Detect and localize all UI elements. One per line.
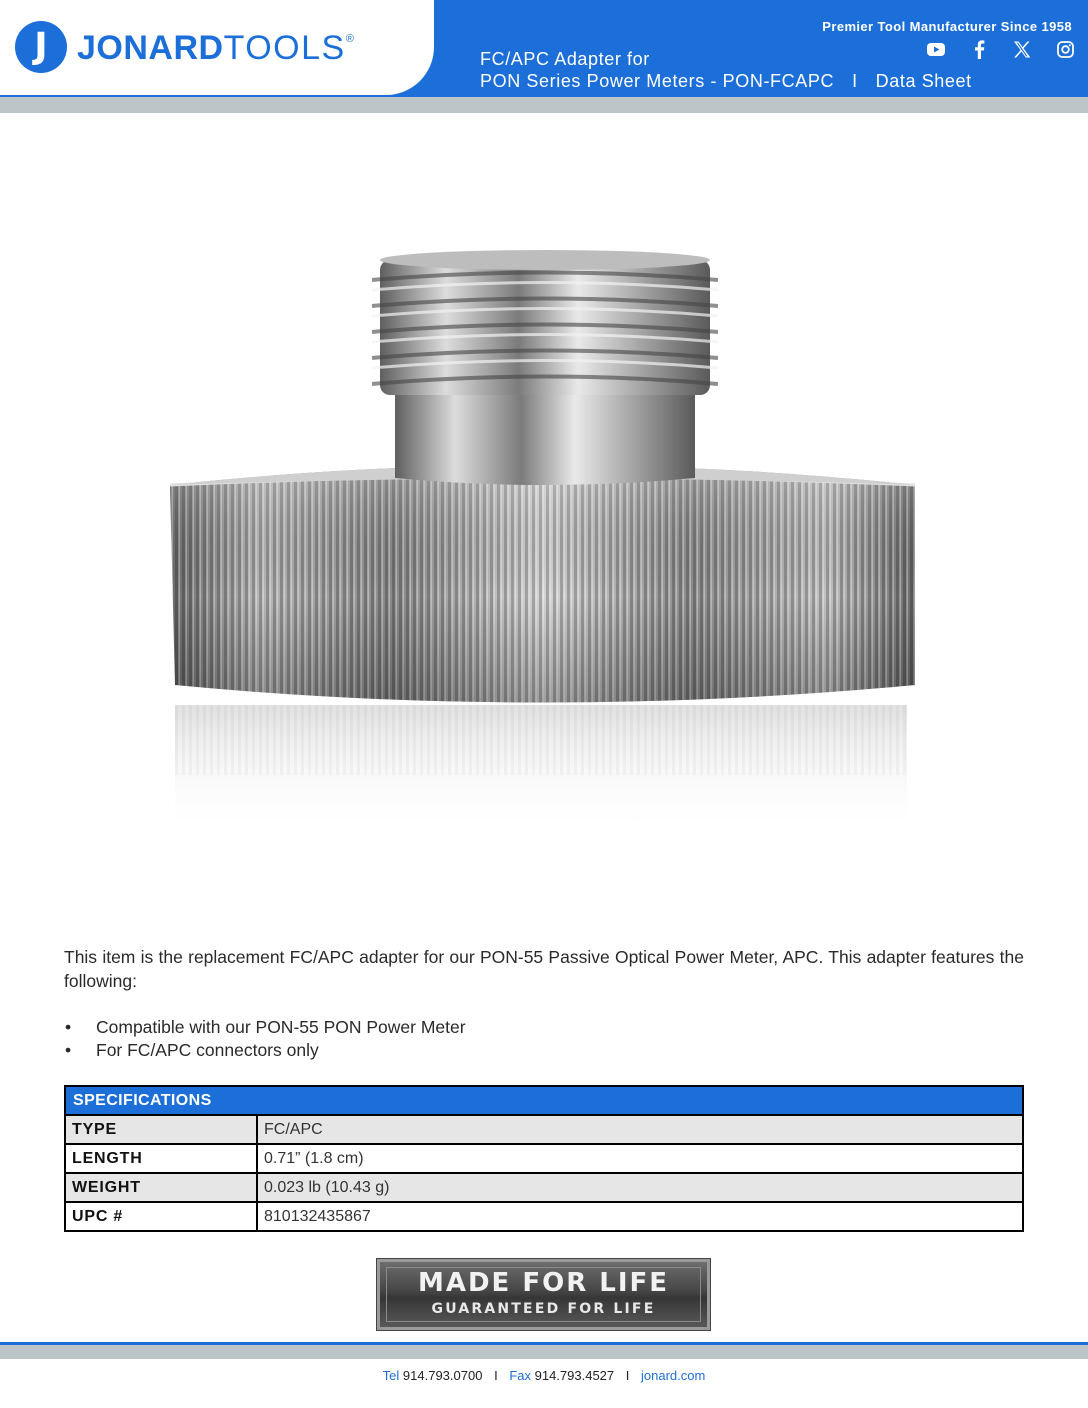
contact-info bbox=[0, 1368, 1088, 1383]
specifications-table bbox=[64, 1085, 1024, 1232]
badge-line1: MADE FOR LIFE bbox=[417, 1268, 670, 1298]
table-row bbox=[65, 1144, 1023, 1173]
spec-value: FC/APC bbox=[257, 1115, 1023, 1144]
brand-tagline: Premier Tool Manufacturer Since 1958 bbox=[822, 19, 1072, 34]
tel-label: Tel bbox=[382, 1368, 400, 1383]
spec-value: 810132435867 bbox=[257, 1202, 1023, 1231]
table-row bbox=[65, 1115, 1023, 1144]
tel-number[interactable]: 914.793.0700 bbox=[402, 1368, 483, 1383]
feature-item: • Compatible with our PON-55 PON Power Meter bbox=[64, 1016, 466, 1039]
instagram-icon[interactable] bbox=[1056, 39, 1074, 59]
jonard-logo-icon: J bbox=[15, 21, 67, 73]
facebook-icon[interactable] bbox=[970, 39, 988, 59]
spec-value: 0.023 lb (10.43 g) bbox=[257, 1173, 1023, 1202]
specifications-heading: SPECIFICATIONS bbox=[65, 1086, 1023, 1115]
brand-name-light: TOOLS bbox=[223, 29, 346, 67]
social-links bbox=[927, 39, 1074, 59]
made-for-life-badge bbox=[377, 1259, 710, 1330]
spec-label: TYPE bbox=[65, 1115, 257, 1144]
youtube-icon[interactable] bbox=[927, 39, 945, 59]
product-description: This item is the replacement FC/APC adapter for our PON-55 Passive Optical Power Meter, APC. This adapter features the following: bbox=[64, 947, 1024, 991]
spec-value: 0.71” (1.8 cm) bbox=[257, 1144, 1023, 1173]
feature-item: • For FC/APC connectors only bbox=[64, 1039, 466, 1062]
table-row bbox=[65, 1173, 1023, 1202]
product-title-line2 bbox=[480, 71, 972, 92]
doc-type-label: Data Sheet bbox=[875, 71, 972, 91]
registered-mark: ® bbox=[345, 33, 355, 45]
badge-line2: GUARANTEED FOR LIFE bbox=[431, 1301, 656, 1317]
logo-card bbox=[0, 0, 434, 95]
fax-number: 914.793.4527 bbox=[534, 1368, 615, 1383]
spec-label: LENGTH bbox=[65, 1144, 257, 1173]
feature-list bbox=[64, 1016, 466, 1062]
product-title-line1: FC/APC Adapter for bbox=[480, 49, 650, 69]
title-separator: I bbox=[852, 71, 858, 91]
contact-separator: I bbox=[494, 1368, 498, 1383]
header-divider bbox=[0, 97, 1088, 113]
product-photo bbox=[140, 240, 940, 860]
table-row bbox=[65, 1202, 1023, 1231]
footer-divider bbox=[0, 1345, 1088, 1359]
brand-logo[interactable] bbox=[77, 29, 354, 68]
website-link[interactable]: jonard.com bbox=[641, 1368, 706, 1383]
contact-separator: I bbox=[625, 1368, 630, 1383]
spec-label: WEIGHT bbox=[65, 1173, 257, 1202]
fax-label: Fax bbox=[509, 1368, 531, 1383]
product-title-text: PON Series Power Meters - PON-FCAPC bbox=[480, 71, 835, 91]
spec-label: UPC # bbox=[65, 1202, 257, 1231]
brand-name-bold: JONARD bbox=[77, 29, 224, 67]
x-icon[interactable] bbox=[1013, 39, 1031, 59]
page-header bbox=[0, 0, 1088, 97]
